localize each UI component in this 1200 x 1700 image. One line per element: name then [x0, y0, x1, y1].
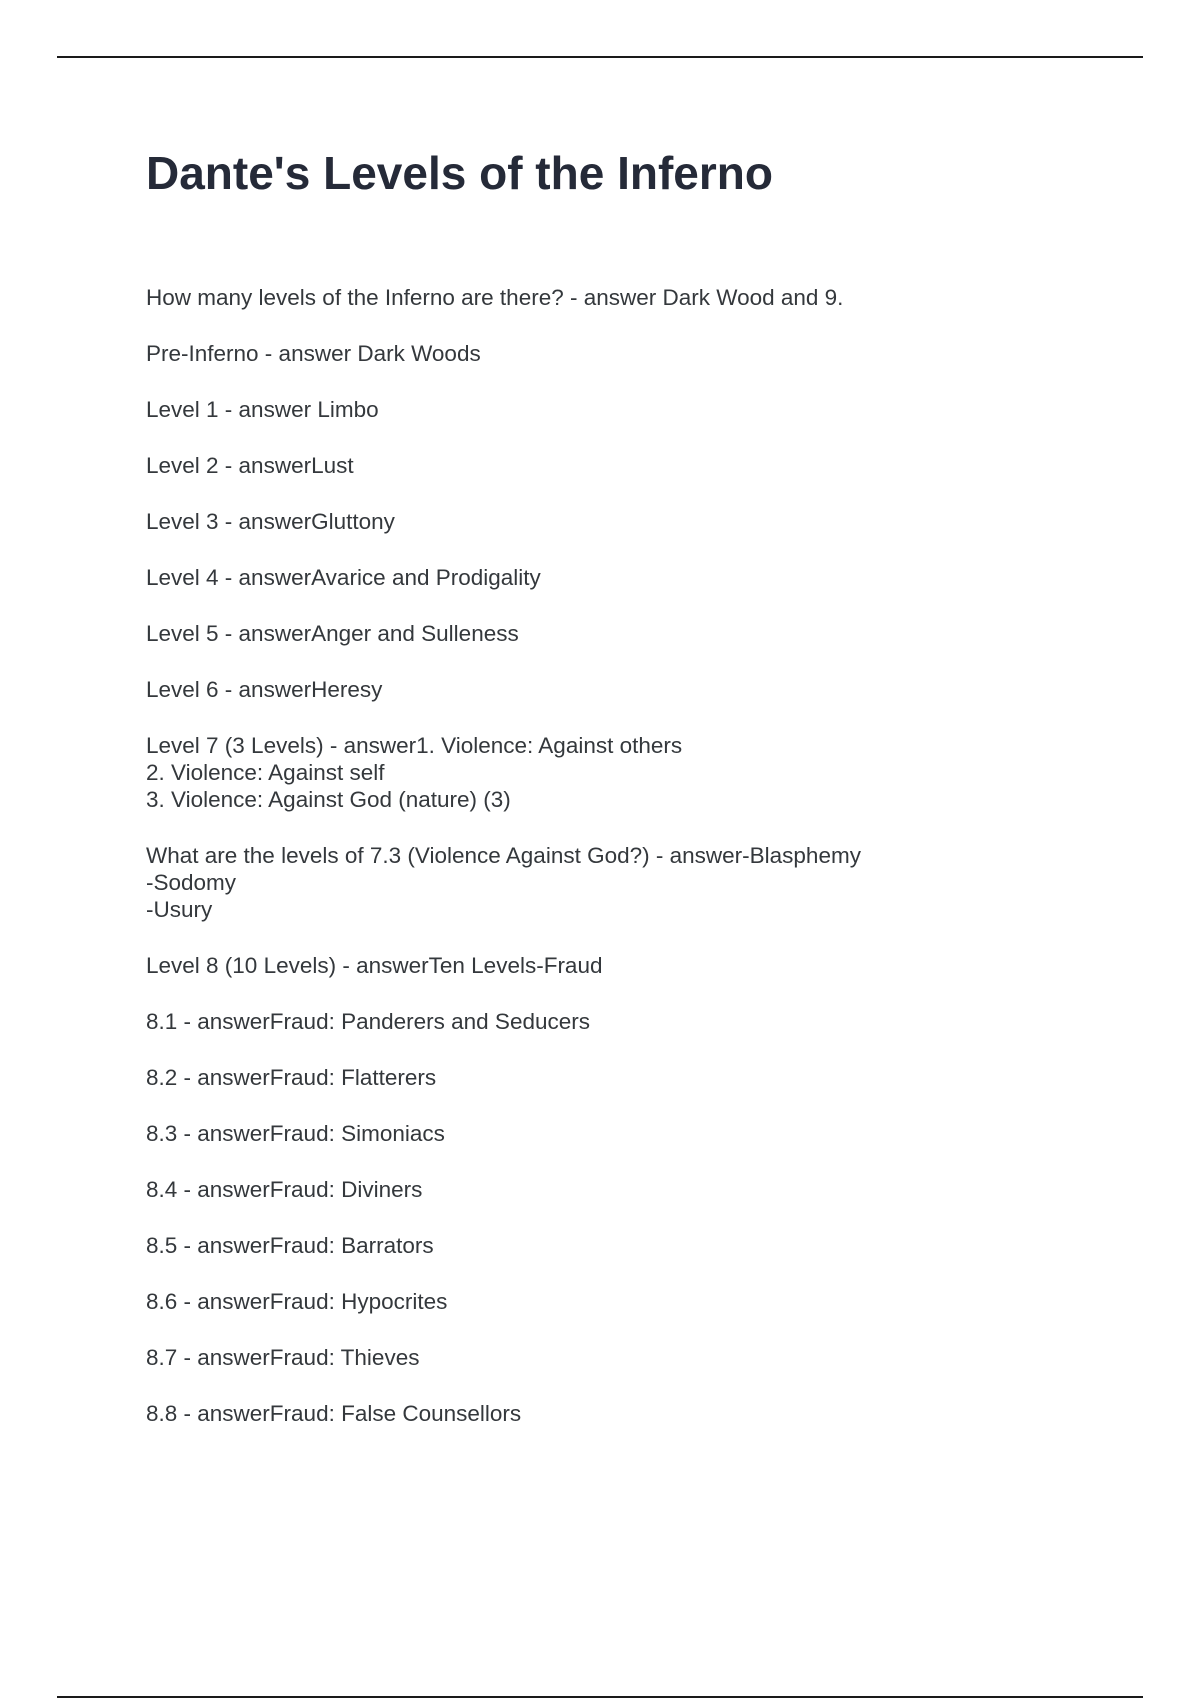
qa-line: Level 1 - answer Limbo [146, 397, 379, 422]
qa-item [146, 1176, 1106, 1203]
bottom-divider [57, 1696, 1143, 1698]
qa-item [146, 620, 1106, 647]
qa-line: 8.7 - answerFraud: Thieves [146, 1345, 420, 1370]
qa-item [146, 842, 1106, 923]
qa-line: Level 2 - answerLust [146, 453, 354, 478]
qa-item [146, 952, 1106, 979]
qa-line: Level 5 - answerAnger and Sulleness [146, 621, 519, 646]
qa-item [146, 564, 1106, 591]
qa-line: 2. Violence: Against self [146, 760, 385, 785]
qa-line: 3. Violence: Against God (nature) (3) [146, 787, 511, 812]
qa-item [146, 1008, 1106, 1035]
qa-line: Level 8 (10 Levels) - answerTen Levels-Fraud [146, 953, 603, 978]
qa-line: 8.1 - answerFraud: Panderers and Seducers [146, 1009, 590, 1034]
qa-line: 8.3 - answerFraud: Simoniacs [146, 1121, 445, 1146]
qa-line: 8.5 - answerFraud: Barrators [146, 1233, 434, 1258]
qa-line: What are the levels of 7.3 (Violence Against God?) - answer-Blasphemy [146, 843, 861, 868]
qa-line: 8.2 - answerFraud: Flatterers [146, 1065, 437, 1090]
qa-item [146, 1064, 1106, 1091]
qa-line: 8.8 - answerFraud: False Counsellors [146, 1401, 522, 1426]
qa-item [146, 1400, 1106, 1427]
qa-line: Level 4 - answerAvarice and Prodigality [146, 565, 541, 590]
qa-line: 8.6 - answerFraud: Hypocrites [146, 1289, 448, 1314]
qa-list [146, 284, 1106, 1456]
qa-line: Pre-Inferno - answer Dark Woods [146, 341, 481, 366]
qa-line: -Usury [146, 897, 213, 922]
qa-item [146, 1288, 1106, 1315]
qa-item [146, 452, 1106, 479]
top-divider [57, 56, 1143, 58]
qa-item [146, 508, 1106, 535]
qa-item [146, 396, 1106, 423]
qa-line: -Sodomy [146, 870, 237, 895]
qa-line: How many levels of the Inferno are there? - answer Dark Wood and 9. [146, 285, 844, 310]
qa-item [146, 284, 1106, 311]
page-title: Dante's Levels of the Inferno [146, 147, 773, 199]
qa-item [146, 732, 1106, 813]
qa-item [146, 676, 1106, 703]
qa-line: Level 6 - answerHeresy [146, 677, 383, 702]
qa-line: Level 7 (3 Levels) - answer1. Violence: Against others [146, 733, 683, 758]
qa-item [146, 1344, 1106, 1371]
qa-item [146, 1120, 1106, 1147]
qa-line: 8.4 - answerFraud: Diviners [146, 1177, 423, 1202]
qa-item [146, 1232, 1106, 1259]
qa-item [146, 340, 1106, 367]
qa-line: Level 3 - answerGluttony [146, 509, 395, 534]
